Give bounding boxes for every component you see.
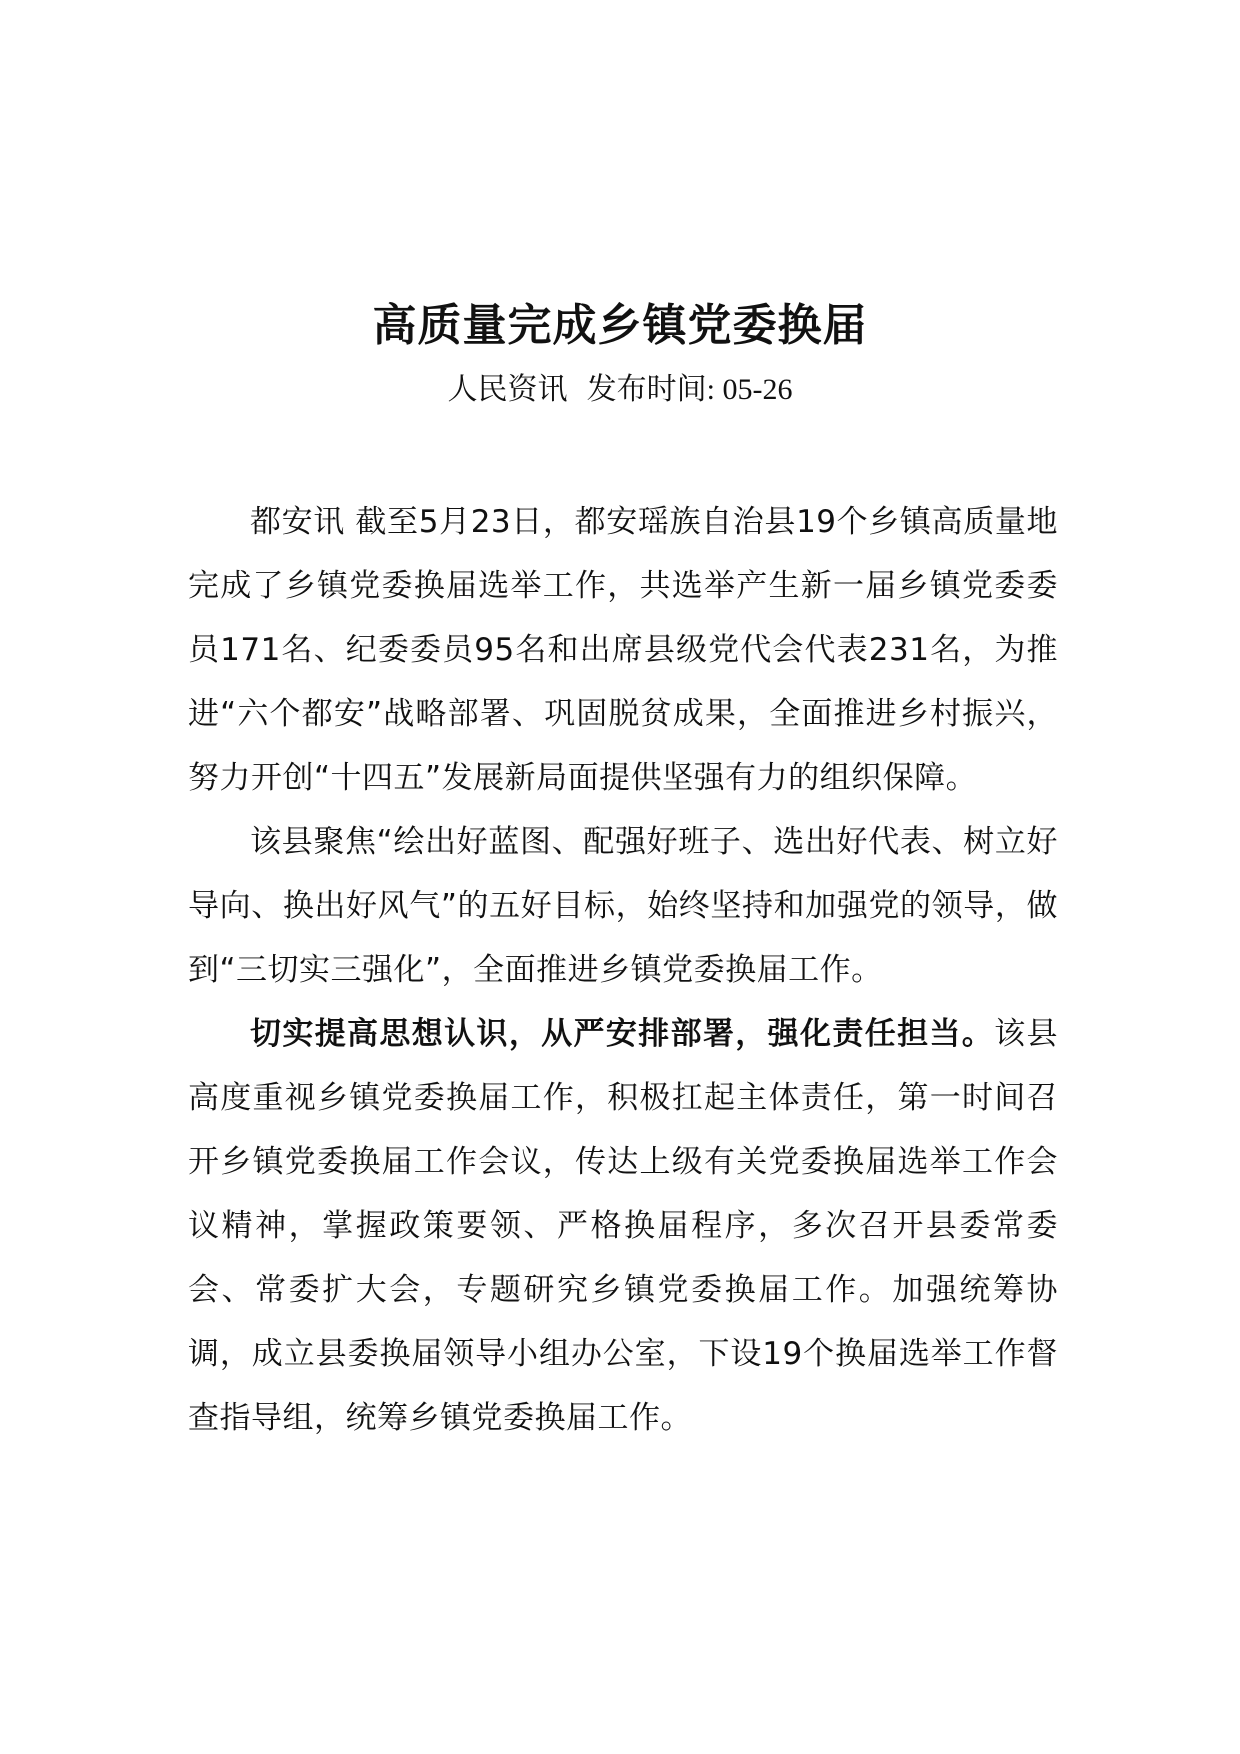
paragraph-lead: 切实提高思想认识，从严安排部署，强化责任担当。 [250, 1016, 995, 1052]
paragraph-1 [188, 490, 1058, 810]
paragraph-text: 都安讯 截至5月23日，都安瑶族自治县19个乡镇高质量地完成了乡镇党委换届选举工作，共选举产生新一届乡镇党委委员171名、纪委委员95名和出席县级党代会代表231名，为推进“六个都安”战略部署、巩固脱贫成果，全面推进乡村振兴，努力开创“十四五”发展新局面提供坚强有力的组织保障。 [188, 504, 1058, 796]
paragraph-2 [188, 810, 1058, 1002]
article-date: 发布时间: 05-26 [586, 373, 793, 406]
article-source: 人民资讯 [447, 372, 568, 407]
article-meta [0, 368, 1240, 412]
article-body [188, 490, 1058, 1450]
paragraph-text: 该县聚焦“绘出好蓝图、配强好班子、选出好代表、树立好导向、换出好风气”的五好目标，始终坚持和加强党的领导，做到“三切实三强化”，全面推进乡镇党委换届工作。 [188, 824, 1058, 988]
paragraph-text: 该县高度重视乡镇党委换届工作，积极扛起主体责任，第一时间召开乡镇党委换届工作会议，传达上级有关党委换届选举工作会议精神，掌握政策要领、严格换届程序，多次召开县委常委会、常委扩大会，专题研究乡镇党委换届工作。加强统筹协调，成立县委换届领导小组办公室，下设19个换届选举工作督查指导组，统筹乡镇党委换届工作。 [188, 1016, 1059, 1436]
article-title: 高质量完成乡镇党委换届 [372, 300, 868, 351]
paragraph-3 [188, 1002, 1058, 1450]
